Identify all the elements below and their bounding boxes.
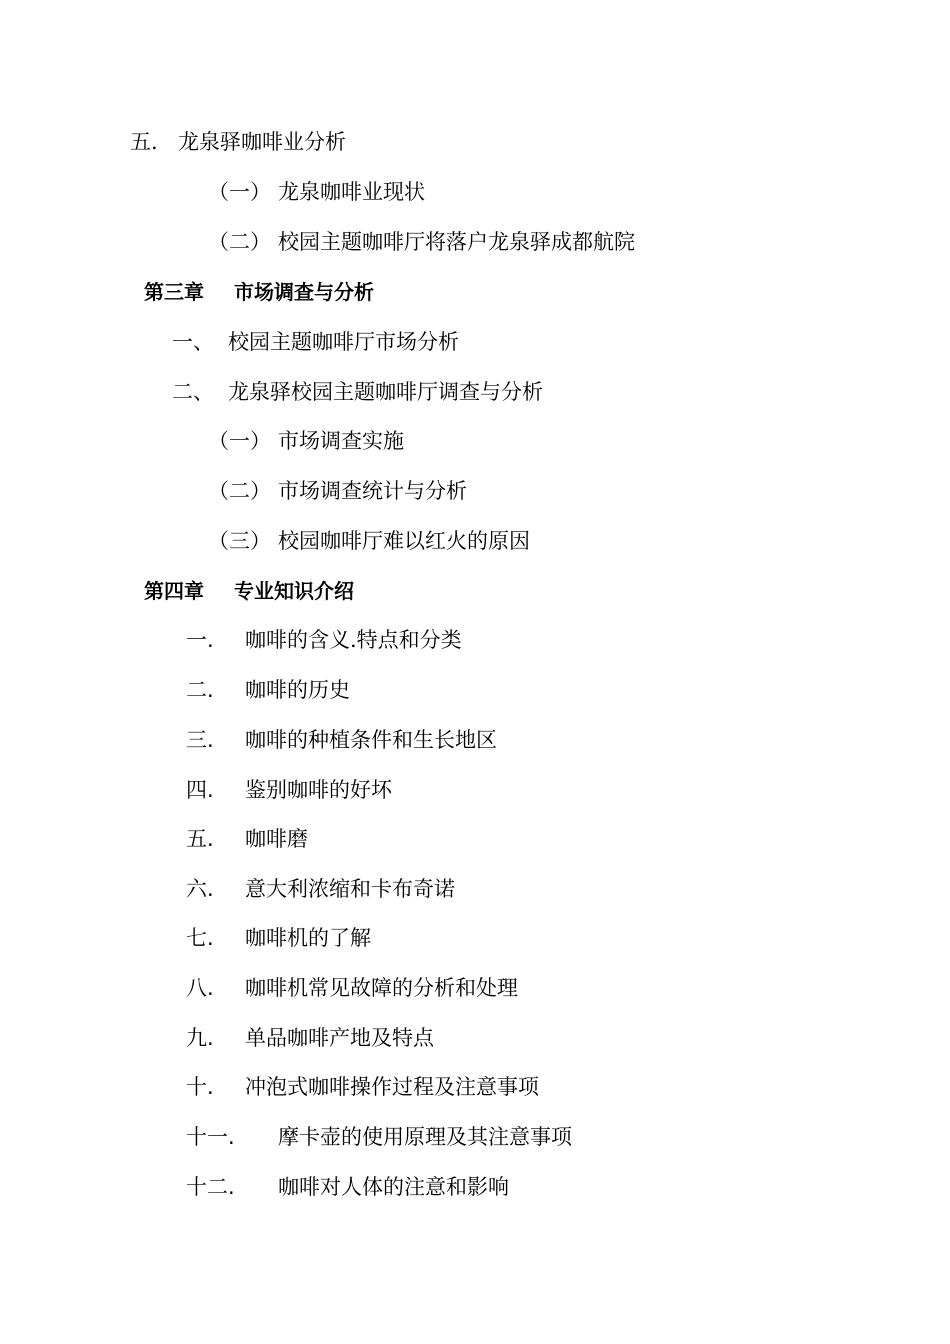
chapter-number: 第三章 [144,280,204,304]
toc-number: （一） [208,180,271,204]
toc-title: 市场调查实施 [278,429,404,453]
toc-title: 冲泡式咖啡操作过程及注意事项 [245,1075,539,1099]
toc-number: 十一. [186,1125,235,1149]
toc-title: 咖啡机的了解 [245,926,371,950]
chapter-number: 第四章 [144,579,204,603]
toc-title: 摩卡壶的使用原理及其注意事项 [278,1125,572,1149]
toc-entry-section5-sub2 [0,228,950,256]
toc-number: （一） [208,429,271,453]
toc-title: 校园主题咖啡厅将落户龙泉驿成都航院 [278,230,635,254]
toc-entry-ch4-item [0,726,950,754]
toc-title: 龙泉驿校园主题咖啡厅调查与分析 [228,380,543,404]
toc-entry-ch4-item [0,825,950,853]
toc-entry-ch4-item [0,974,950,1002]
toc-entry-ch4-item [0,676,950,704]
toc-title: 鉴别咖啡的好坏 [245,778,392,802]
toc-title: 校园咖啡厅难以红火的原因 [278,529,530,553]
chapter-title: 专业知识介绍 [234,579,354,603]
toc-entry-ch3-item2 [0,378,950,406]
toc-entry-section5 [0,128,950,156]
toc-title: 咖啡的历史 [245,678,350,702]
toc-chapter-3 [0,278,950,306]
toc-entry-ch4-item [0,875,950,903]
toc-number: 六. [186,877,214,901]
toc-title: 咖啡磨 [245,827,308,851]
toc-title: 校园主题咖啡厅市场分析 [228,330,459,354]
toc-number: 十. [186,1075,214,1099]
toc-title: 咖啡的含义.特点和分类 [245,628,462,652]
toc-entry-ch4-item [0,1123,950,1151]
toc-title: 咖啡的种植条件和生长地区 [245,728,497,752]
toc-title: 市场调查统计与分析 [278,479,467,503]
toc-number: （三） [208,529,271,553]
toc-entry-section5-sub1 [0,178,950,206]
toc-entry-ch4-item [0,776,950,804]
toc-number: 七. [186,926,214,950]
toc-number: 一. [186,628,214,652]
toc-entry-ch3-item2-sub2 [0,477,950,505]
toc-number: （二） [208,479,271,503]
toc-entry-ch3-item2-sub3 [0,527,950,555]
toc-title: 单品咖啡产地及特点 [245,1026,434,1050]
toc-number: 三. [186,728,214,752]
toc-number: 四. [186,778,214,802]
toc-number: （二） [208,230,271,254]
toc-title: 龙泉驿咖啡业分析 [178,130,346,154]
toc-number: 十二. [186,1175,235,1199]
toc-entry-ch4-item [0,1073,950,1101]
toc-number: 二. [186,678,214,702]
toc-title: 咖啡对人体的注意和影响 [278,1175,509,1199]
toc-entry-ch4-item [0,626,950,654]
toc-chapter-4 [0,577,950,605]
toc-number: 五. [130,130,158,154]
toc-title: 意大利浓缩和卡布奇诺 [245,877,455,901]
toc-number: 一、 [172,330,214,354]
toc-entry-ch4-item [0,924,950,952]
toc-entry-ch4-item [0,1173,950,1201]
toc-number: 八. [186,976,214,1000]
toc-title: 咖啡机常见故障的分析和处理 [245,976,518,1000]
toc-entry-ch4-item [0,1024,950,1052]
chapter-title: 市场调查与分析 [234,280,374,304]
toc-entry-ch3-item2-sub1 [0,427,950,455]
toc-number: 五. [186,827,214,851]
toc-number: 九. [186,1026,214,1050]
toc-entry-ch3-item1 [0,328,950,356]
toc-title: 龙泉咖啡业现状 [278,180,425,204]
toc-number: 二、 [172,380,214,404]
